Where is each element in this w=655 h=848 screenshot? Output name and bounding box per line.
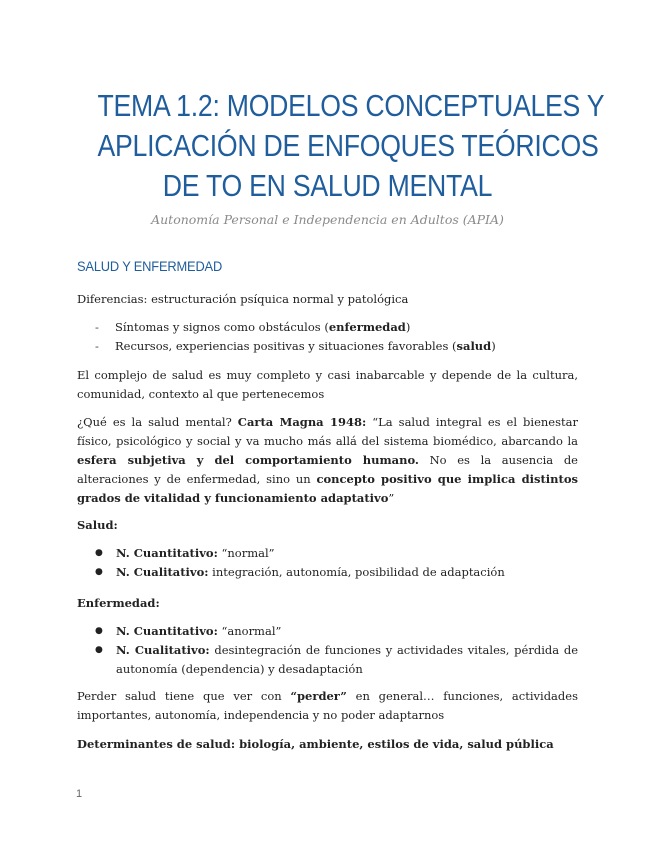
page-title (97, 86, 605, 206)
lose-health-paragraph: Perder salud tiene que ver con “perder” en general… funciones, actividades importantes, autonomía, independencia y no poder adaptarnos (77, 689, 578, 722)
list-item: ● N. Cualitativo: integración, autonomía, posibilidad de adaptación (95, 563, 578, 582)
complex-paragraph: El complejo de salud es muy completo y casi inabarcable y depende de la cultura, comunidad, contexto al que pertenecemos (77, 368, 578, 401)
salud-list (95, 544, 578, 582)
section-heading: SALUD Y ENFERMEDAD (77, 258, 223, 274)
dash-marker: - (95, 320, 99, 334)
list-item: ● N. Cuantitativo: “anormal” (95, 622, 578, 641)
differences-list (95, 318, 575, 356)
determinants-line: Determinantes de salud: biología, ambiente, estilos de vida, salud pública (77, 737, 554, 751)
salud-label: Salud: (77, 518, 118, 532)
differences-intro: Diferencias: estructuración psíquica normal y patológica (77, 292, 409, 306)
bullet-icon: ● (95, 645, 103, 655)
enfermedad-list (95, 622, 578, 679)
list-item: ● N. Cuantitativo: “normal” (95, 544, 578, 563)
mental-health-paragraph: ¿Qué es la salud mental? Carta Magna 1948: “La salud integral es el bienestar físico, psicológico y social y va mucho más allá del sistema biomédico, abarcando la esfera subjetiva y del comportamiento humano. No es la ausencia de alteraciones y de enfermedad, sino un concepto positivo que implica distintos grados de vitalidad y funcionamiento adaptativo” (77, 415, 578, 505)
subtitle: Autonomía Personal e Independencia en Adultos (APIA) (151, 212, 504, 227)
page-number: 1 (76, 788, 83, 800)
title-line-1: TEMA 1.2: MODELOS CONCEPTUALES Y (97, 88, 605, 123)
list-item: ● N. Cualitativo: desintegración de funciones y actividades vitales, pérdida de autonomía (dependencia) y desadaptación (95, 641, 578, 679)
bullet-icon: ● (95, 626, 103, 636)
title-line-3: DE TO EN SALUD MENTAL (162, 168, 493, 203)
bullet-icon: ● (95, 548, 103, 558)
list-item: - Síntomas y signos como obstáculos (enfermedad) (95, 318, 575, 337)
enfermedad-label: Enfermedad: (77, 596, 160, 610)
list-item: - Recursos, experiencias positivas y situaciones favorables (salud) (95, 337, 575, 356)
dash-marker: - (95, 339, 99, 353)
bullet-icon: ● (95, 567, 103, 577)
title-line-2: APLICACIÓN DE ENFOQUES TEÓRICOS (97, 128, 599, 163)
